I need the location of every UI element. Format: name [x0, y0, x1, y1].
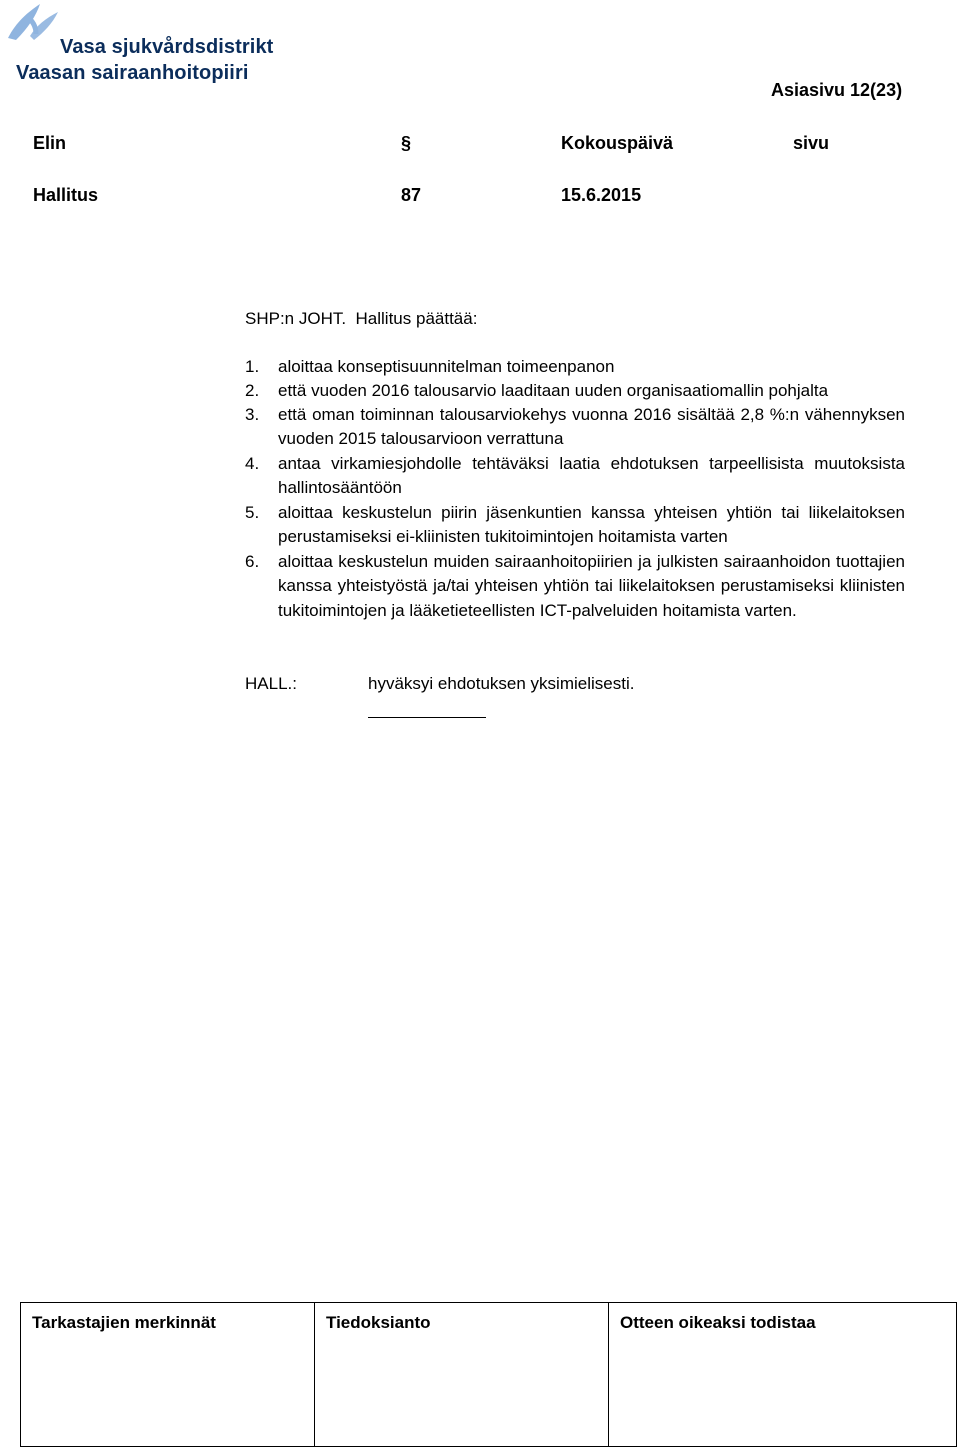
- item-text: aloittaa keskustelun muiden sairaanhoitopiirien ja julkisten sairaanhoidon tuottajien kanssa yhteistyöstä ja/tai yhteisen yhtiön tai liikelaitoksen perustamiseksi kliinisten tukitoimintojen ja lääketieteellisten ICT-palveluiden hoitamista varten.: [278, 552, 905, 620]
- item-number: 1.: [245, 357, 260, 376]
- proposal-item: [245, 355, 905, 379]
- logo-text-swedish: Vasa sjukvårdsdistrikt: [60, 36, 274, 58]
- footer-certification-label: Otteen oikeaksi todistaa: [620, 1313, 816, 1332]
- organization-logo-icon: [6, 2, 66, 42]
- proposal-intro: SHP:n JOHT. Hallitus päättää:: [245, 309, 478, 328]
- organ-value: Hallitus: [33, 185, 99, 205]
- signature-line: [368, 717, 486, 718]
- item-number: 3.: [245, 405, 260, 424]
- proposal-item: [245, 550, 905, 623]
- item-number: 2.: [245, 381, 260, 400]
- meeting-date-label: Kokouspäivä: [561, 133, 674, 153]
- item-text: aloittaa konseptisuunnitelman toimeenpanon: [278, 357, 615, 376]
- organ-label: Elin: [33, 133, 67, 153]
- section-value: 87: [401, 185, 422, 205]
- item-number: 4.: [245, 454, 260, 473]
- footer-table: [20, 1302, 957, 1447]
- footer-notice-label: Tiedoksianto: [326, 1313, 431, 1332]
- proposal-item: [245, 379, 905, 403]
- footer-cell-certification: [609, 1303, 956, 1446]
- section-label: §: [401, 133, 412, 153]
- item-text: aloittaa keskustelun piirin jäsenkuntien kanssa yhteisen yhtiön tai liikelaitoksen perustamiseksi ei-kliinisten tukitoimintojen hoitamista varten: [278, 503, 905, 547]
- proposal-item: [245, 452, 905, 501]
- proposal-item: [245, 403, 905, 452]
- page-label: sivu: [793, 133, 830, 153]
- footer-reviewers-label: Tarkastajien merkinnät: [32, 1313, 216, 1332]
- page-reference: Asiasivu 12(23): [771, 80, 903, 100]
- item-number: 5.: [245, 503, 260, 522]
- proposal-item: [245, 501, 905, 550]
- item-number: 6.: [245, 552, 260, 571]
- meeting-date-value: 15.6.2015: [561, 185, 642, 205]
- organization-logo: [6, 2, 276, 88]
- item-text: antaa virkamiesjohdolle tehtäväksi laatia ehdotuksen tarpeellisista muutoksista hallintosääntöön: [278, 454, 905, 498]
- decision-text: hyväksyi ehdotuksen yksimielisesti.: [368, 674, 635, 693]
- item-text: että vuoden 2016 talousarvio laaditaan uuden organisaatiomallin pohjalta: [278, 381, 829, 400]
- logo-text-finnish: Vaasan sairaanhoitopiiri: [16, 62, 249, 84]
- footer-cell-reviewers: [21, 1303, 315, 1446]
- footer-cell-notice: [315, 1303, 609, 1446]
- item-text: että oman toiminnan talousarviokehys vuonna 2016 sisältää 2,8 %:n vähennyksen vuoden 2015 talousarvioon verrattuna: [278, 405, 905, 449]
- decision-label: HALL.:: [245, 674, 297, 693]
